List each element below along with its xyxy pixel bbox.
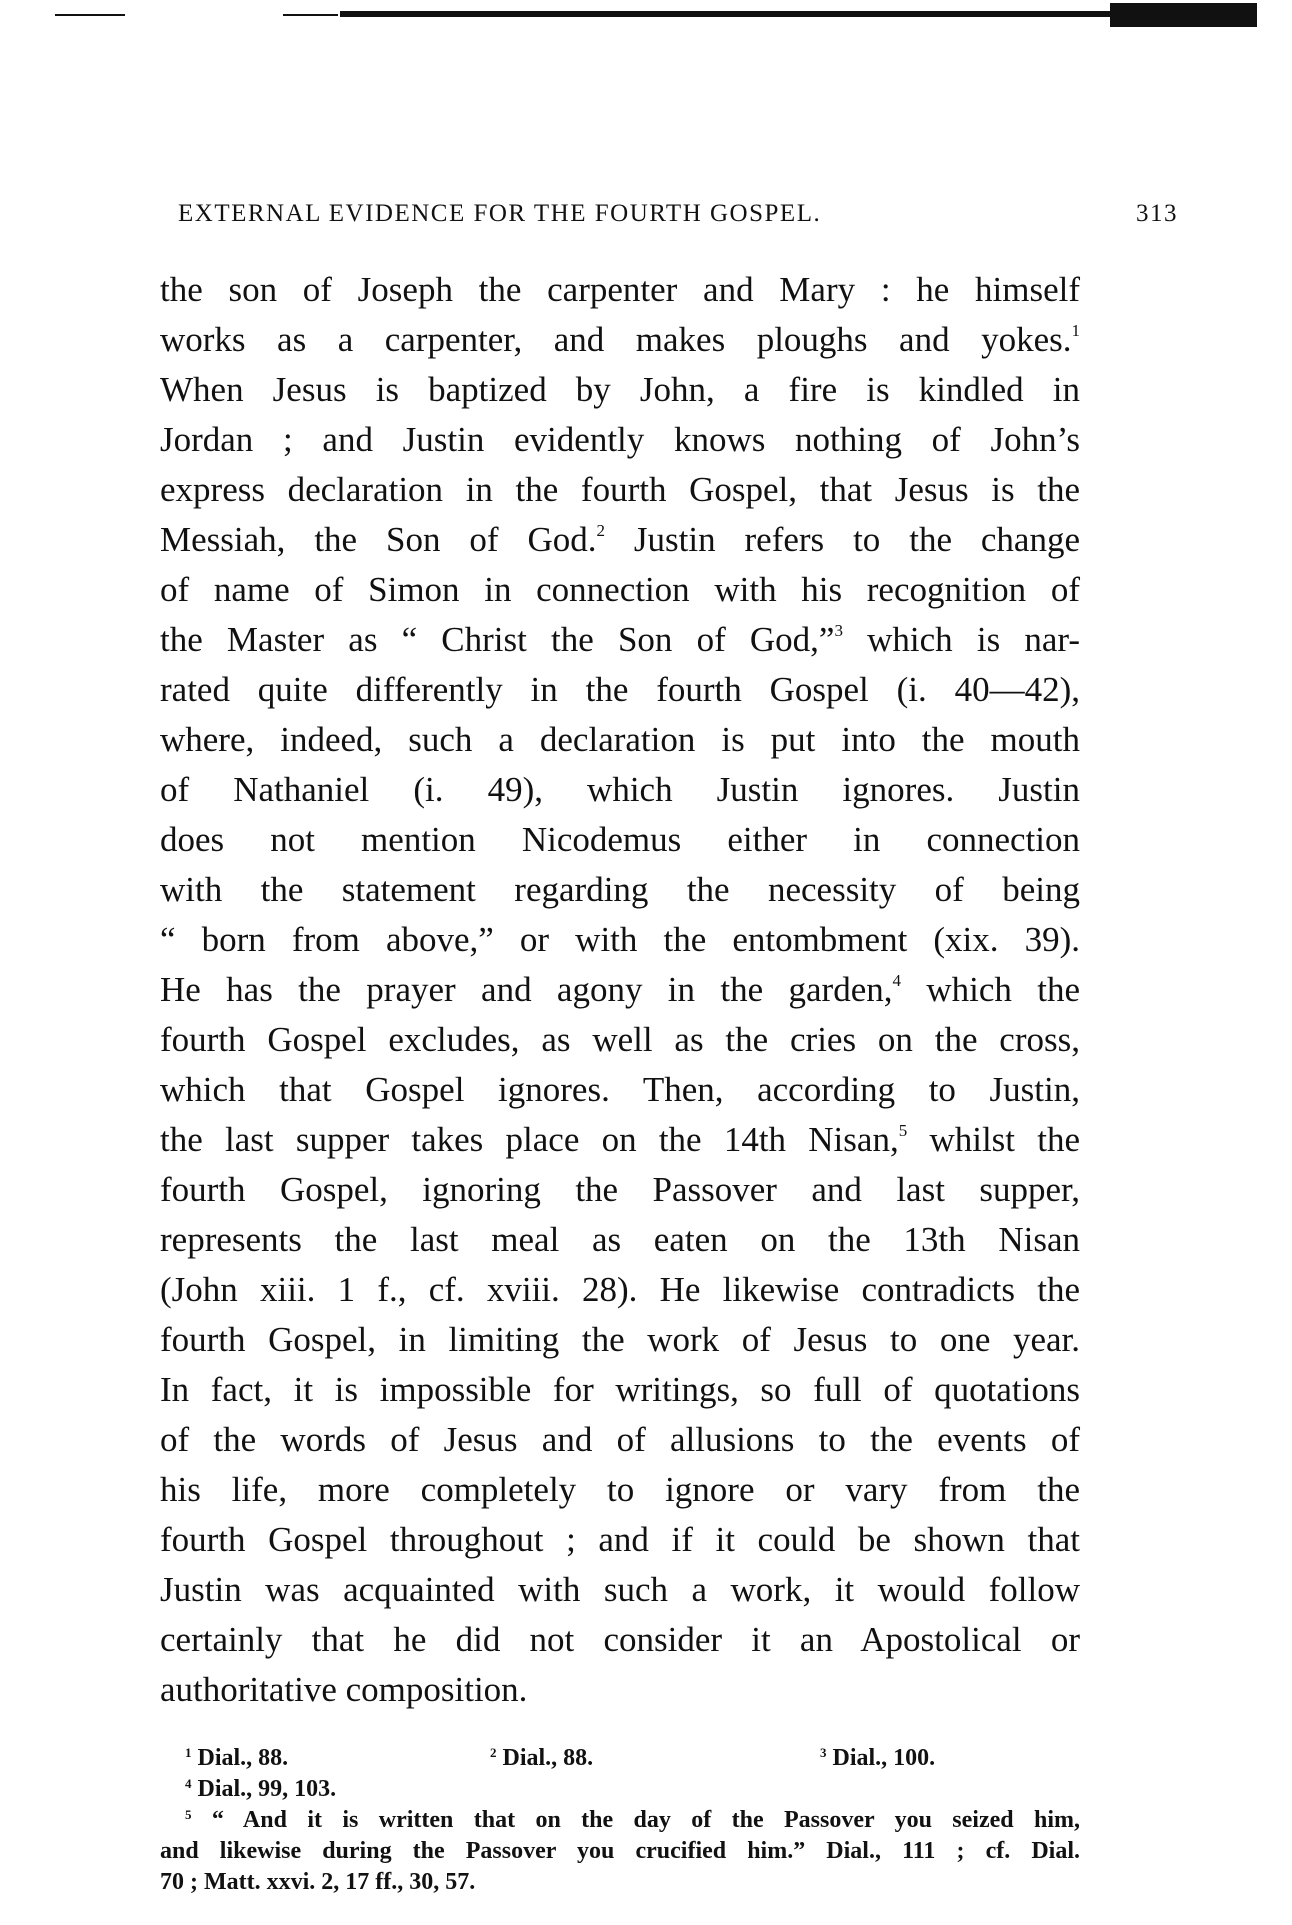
- top-rule-edge: [1110, 3, 1257, 27]
- text-line: where, indeed, such a declaration is put into the mouth: [160, 720, 1080, 759]
- footnote-4: $^4$ Dial., 99, 103.: [185, 1776, 337, 1802]
- footnote-row: [160, 1743, 1080, 1774]
- text-line: his life, more completely to ignore or vary from the: [160, 1470, 1080, 1509]
- text-line: Justin was acquainted with such a work, it would follow: [160, 1570, 1080, 1609]
- text-line: of name of Simon in connection with his recognition of: [160, 570, 1080, 609]
- running-title: EXTERNAL EVIDENCE FOR THE FOURTH GOSPEL.: [178, 200, 822, 227]
- footnote-marker: 5: [898, 1121, 908, 1140]
- text-line: which that Gospel ignores. Then, according to Justin,: [160, 1070, 1080, 1109]
- text-line: fourth Gospel, in limiting the work of Jesus to one year.: [160, 1320, 1080, 1359]
- text-line: Messiah, the Son of God.$^2$ Justin refers to the change: [160, 520, 1081, 559]
- footnote-1: $^1$ Dial., 88.: [185, 1745, 289, 1771]
- running-header: [178, 200, 1178, 228]
- page-number: 313: [1136, 200, 1178, 227]
- text-line: He has the prayer and agony in the garden,$^4$ which the: [160, 970, 1080, 1009]
- body-text: [160, 265, 1080, 1715]
- text-line: fourth Gospel throughout ; and if it could be shown that: [160, 1520, 1080, 1559]
- text-line: of Nathaniel (i. 49), which Justin ignores. Justin: [160, 770, 1080, 809]
- text-line: represents the last meal as eaten on the 13th Nisan: [160, 1220, 1080, 1259]
- text-line: the son of Joseph the carpenter and Mary : he himself: [160, 270, 1080, 309]
- footnote-marker: 3: [834, 621, 843, 640]
- footnote-marker: 2: [596, 521, 605, 540]
- text-line: express declaration in the fourth Gospel, that Jesus is the: [160, 470, 1080, 509]
- text-line: When Jesus is baptized by John, a fire is kindled in: [160, 370, 1080, 409]
- footnotes: [160, 1743, 1080, 1898]
- text-line: Jordan ; and Justin evidently knows nothing of John’s: [160, 420, 1080, 459]
- footnote-marker: 1: [1071, 321, 1080, 340]
- text-line: fourth Gospel excludes, as well as the cries on the cross,: [160, 1020, 1080, 1059]
- text-line: “ born from above,” or with the entombment (xix. 39).: [160, 920, 1080, 959]
- top-rule-fragment: [283, 14, 338, 16]
- text-line: (John xiii. 1 f., cf. xviii. 28). He likewise contradicts the: [160, 1270, 1080, 1309]
- text-line: works as a carpenter, and makes ploughs and yokes.$^1$: [160, 320, 1080, 359]
- footnote-marker: 4: [892, 971, 901, 990]
- text-line: of the words of Jesus and of allusions to the events of: [160, 1420, 1080, 1459]
- text-line: In fact, it is impossible for writings, so full of quotations: [160, 1370, 1080, 1409]
- top-rule-fragment: [55, 14, 125, 16]
- text-line: fourth Gospel, ignoring the Passover and last supper,: [160, 1170, 1080, 1209]
- text-line: the last supper takes place on the 14th Nisan,$^5$ whilst the: [160, 1120, 1081, 1159]
- text-line: certainly that he did not consider it an Apostolical or: [160, 1620, 1080, 1659]
- text-line: does not mention Nicodemus either in connection: [160, 820, 1080, 859]
- text-line: rated quite differently in the fourth Gospel (i. 40—42),: [160, 670, 1080, 709]
- text-line: authoritative composition.: [160, 1670, 528, 1709]
- footnote-5-continued: and likewise during the Passover you crucified him.” Dial., 111 ; cf. Dial.: [160, 1838, 1080, 1864]
- footnote-3: $^3$ Dial., 100.: [820, 1745, 936, 1771]
- footnote-5: $^5$ “ And it is written that on the day of the Passover you seized him,: [185, 1807, 1081, 1833]
- text-line: with the statement regarding the necessity of being: [160, 870, 1080, 909]
- text-line: the Master as “ Christ the Son of God,”$^3$ which is nar-: [160, 620, 1080, 659]
- footnote-5-continued: 70 ; Matt. xxvi. 2, 17 ff., 30, 57.: [160, 1869, 476, 1895]
- footnote-2: $^2$ Dial., 88.: [490, 1745, 594, 1771]
